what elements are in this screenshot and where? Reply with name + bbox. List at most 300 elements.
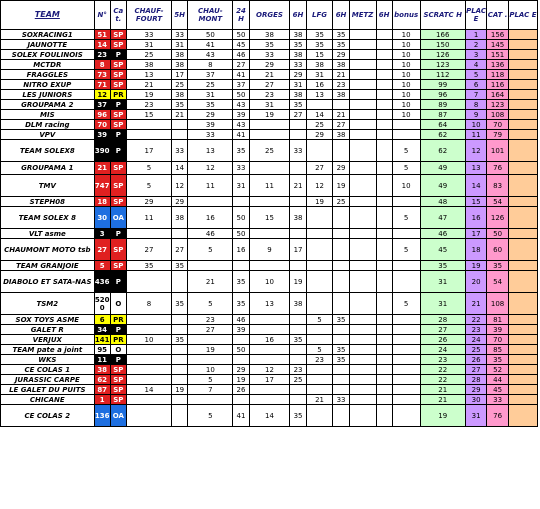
score-cell bbox=[392, 130, 420, 140]
category-score: 39 bbox=[487, 325, 509, 335]
score-cell: 41 bbox=[188, 40, 233, 50]
table-row bbox=[1, 90, 538, 100]
score-cell: 41 bbox=[233, 70, 249, 80]
column-header: 6H bbox=[376, 1, 392, 30]
score-cell bbox=[349, 293, 376, 315]
score-cell: 35 bbox=[333, 40, 349, 50]
score-cell bbox=[126, 130, 171, 140]
score-cell: 14 bbox=[126, 385, 171, 395]
column-header: PLAC E bbox=[508, 1, 537, 30]
score-cell: 25 bbox=[333, 197, 349, 207]
score-cell: 35 bbox=[126, 261, 171, 271]
score-cell bbox=[306, 293, 333, 315]
score-cell bbox=[376, 293, 392, 315]
category-place bbox=[508, 335, 537, 345]
score-cell: 31 bbox=[290, 80, 306, 90]
score-cell bbox=[392, 325, 420, 335]
score-cell bbox=[126, 395, 171, 405]
score-cell bbox=[172, 315, 188, 325]
race-number: 62 bbox=[94, 375, 110, 385]
scratch-score: 112 bbox=[420, 70, 465, 80]
score-cell bbox=[249, 130, 290, 140]
category-score: 70 bbox=[487, 120, 509, 130]
team-name: WKS bbox=[1, 355, 95, 365]
score-cell: 39 bbox=[233, 110, 249, 120]
scratch-place: 17 bbox=[465, 229, 487, 239]
scratch-place: 11 bbox=[465, 130, 487, 140]
score-cell: 5 bbox=[392, 162, 420, 175]
table-row bbox=[1, 315, 538, 325]
scratch-place: 26 bbox=[465, 355, 487, 365]
score-cell: 29 bbox=[126, 197, 171, 207]
category: SP bbox=[110, 70, 126, 80]
column-header: bonus bbox=[392, 1, 420, 30]
score-cell bbox=[349, 395, 376, 405]
score-cell: 50 bbox=[233, 207, 249, 229]
score-cell bbox=[349, 140, 376, 162]
score-cell bbox=[290, 162, 306, 175]
scratch-place: 13 bbox=[465, 162, 487, 175]
category-score: 101 bbox=[487, 140, 509, 162]
score-cell bbox=[290, 229, 306, 239]
score-cell: 43 bbox=[233, 100, 249, 110]
score-cell: 10 bbox=[392, 90, 420, 100]
scratch-place: 19 bbox=[465, 261, 487, 271]
score-cell: 19 bbox=[188, 345, 233, 355]
table-row bbox=[1, 80, 538, 90]
score-cell: 15 bbox=[306, 50, 333, 60]
score-cell: 23 bbox=[333, 80, 349, 90]
score-cell bbox=[249, 162, 290, 175]
score-cell: 38 bbox=[172, 50, 188, 60]
score-cell: 33 bbox=[233, 162, 249, 175]
scratch-place: 8 bbox=[465, 100, 487, 110]
race-number: 71 bbox=[94, 80, 110, 90]
score-cell bbox=[376, 90, 392, 100]
scratch-score: 22 bbox=[420, 365, 465, 375]
score-cell: 38 bbox=[333, 90, 349, 100]
scratch-place: 1 bbox=[465, 30, 487, 40]
scratch-place: 15 bbox=[465, 197, 487, 207]
scratch-place: 9 bbox=[465, 110, 487, 120]
score-cell bbox=[349, 229, 376, 239]
scratch-place: 10 bbox=[465, 120, 487, 130]
score-cell bbox=[126, 229, 171, 239]
score-cell: 35 bbox=[233, 271, 249, 293]
category-score: 35 bbox=[487, 261, 509, 271]
score-cell: 13 bbox=[126, 70, 171, 80]
category-score: 136 bbox=[487, 60, 509, 70]
score-cell: 10 bbox=[188, 365, 233, 375]
column-header: CHAU-MONT bbox=[188, 1, 233, 30]
scratch-place: 21 bbox=[465, 293, 487, 315]
score-cell: 27 bbox=[290, 110, 306, 120]
table-row bbox=[1, 140, 538, 162]
score-cell bbox=[249, 395, 290, 405]
category-place bbox=[508, 261, 537, 271]
score-cell: 5 bbox=[188, 375, 233, 385]
race-number: 51 bbox=[94, 30, 110, 40]
category: PR bbox=[110, 315, 126, 325]
category-place bbox=[508, 120, 537, 130]
category: P bbox=[110, 229, 126, 239]
column-header: Ca t. bbox=[110, 1, 126, 30]
team-name: VERJUX bbox=[1, 335, 95, 345]
score-cell: 27 bbox=[126, 239, 171, 261]
score-cell bbox=[290, 345, 306, 355]
score-cell: 21 bbox=[290, 175, 306, 197]
score-cell: 23 bbox=[188, 315, 233, 325]
scratch-place: 2 bbox=[465, 40, 487, 50]
category-place bbox=[508, 130, 537, 140]
score-cell: 29 bbox=[306, 130, 333, 140]
score-cell: 38 bbox=[290, 293, 306, 315]
score-cell bbox=[333, 140, 349, 162]
score-cell bbox=[349, 355, 376, 365]
score-cell bbox=[349, 175, 376, 197]
scratch-place: 28 bbox=[465, 375, 487, 385]
score-cell bbox=[349, 261, 376, 271]
scratch-score: 166 bbox=[420, 30, 465, 40]
score-cell bbox=[376, 385, 392, 395]
score-cell: 8 bbox=[126, 293, 171, 315]
score-cell: 5 bbox=[126, 175, 171, 197]
category: O bbox=[110, 345, 126, 355]
score-cell bbox=[349, 239, 376, 261]
score-cell bbox=[306, 325, 333, 335]
race-number: 73 bbox=[94, 70, 110, 80]
score-cell bbox=[249, 120, 290, 130]
score-cell bbox=[306, 385, 333, 395]
score-cell: 50 bbox=[233, 90, 249, 100]
score-cell: 33 bbox=[188, 130, 233, 140]
team-name: FRAGGLES bbox=[1, 70, 95, 80]
score-cell bbox=[333, 207, 349, 229]
category-place bbox=[508, 60, 537, 70]
score-cell bbox=[376, 50, 392, 60]
category-score: 123 bbox=[487, 100, 509, 110]
score-cell: 14 bbox=[249, 405, 290, 427]
category-score: 116 bbox=[487, 80, 509, 90]
table-row bbox=[1, 197, 538, 207]
score-cell bbox=[188, 355, 233, 365]
team-name: GROUPAMA 2 bbox=[1, 100, 95, 110]
score-cell: 25 bbox=[172, 80, 188, 90]
score-cell: 19 bbox=[290, 271, 306, 293]
team-name: TSM2 bbox=[1, 293, 95, 315]
category-place bbox=[508, 271, 537, 293]
table-row bbox=[1, 130, 538, 140]
race-number: 30 bbox=[94, 207, 110, 229]
score-cell bbox=[349, 162, 376, 175]
column-header: LFG bbox=[306, 1, 333, 30]
team-name: TEAM pate a joint bbox=[1, 345, 95, 355]
score-cell bbox=[306, 140, 333, 162]
score-cell bbox=[233, 335, 249, 345]
team-name: LE GALET DU PUITS bbox=[1, 385, 95, 395]
scratch-place: 22 bbox=[465, 315, 487, 325]
score-cell: 10 bbox=[126, 335, 171, 345]
score-cell bbox=[392, 375, 420, 385]
score-cell: 21 bbox=[172, 110, 188, 120]
category: SP bbox=[110, 197, 126, 207]
scratch-score: 35 bbox=[420, 261, 465, 271]
score-cell: 38 bbox=[172, 90, 188, 100]
score-cell: 5 bbox=[392, 239, 420, 261]
score-cell bbox=[376, 261, 392, 271]
race-number: 18 bbox=[94, 197, 110, 207]
scratch-place: 20 bbox=[465, 271, 487, 293]
score-cell bbox=[172, 229, 188, 239]
table-row bbox=[1, 365, 538, 375]
score-cell: 29 bbox=[333, 162, 349, 175]
score-cell: 25 bbox=[306, 120, 333, 130]
category-place bbox=[508, 385, 537, 395]
score-cell bbox=[306, 239, 333, 261]
score-cell bbox=[290, 197, 306, 207]
category: SP bbox=[110, 40, 126, 50]
score-cell bbox=[349, 90, 376, 100]
scratch-place: 18 bbox=[465, 239, 487, 261]
score-cell: 13 bbox=[249, 293, 290, 315]
team-name: CE COLAS 1 bbox=[1, 365, 95, 375]
category-place bbox=[508, 197, 537, 207]
scratch-place: 25 bbox=[465, 345, 487, 355]
score-cell: 12 bbox=[306, 175, 333, 197]
team-name: JAUNOTTE bbox=[1, 40, 95, 50]
score-cell: 41 bbox=[233, 130, 249, 140]
score-cell bbox=[290, 355, 306, 365]
score-cell: 21 bbox=[249, 70, 290, 80]
score-cell bbox=[376, 120, 392, 130]
category: P bbox=[110, 271, 126, 293]
score-cell bbox=[233, 261, 249, 271]
category-score: 126 bbox=[487, 207, 509, 229]
race-number: 39 bbox=[94, 130, 110, 140]
score-cell: 35 bbox=[233, 140, 249, 162]
score-cell: 29 bbox=[333, 50, 349, 60]
score-cell bbox=[349, 110, 376, 120]
score-cell bbox=[392, 405, 420, 427]
score-cell bbox=[349, 207, 376, 229]
race-number: 37 bbox=[94, 100, 110, 110]
score-cell bbox=[249, 229, 290, 239]
category: P bbox=[110, 355, 126, 365]
scratch-score: 150 bbox=[420, 40, 465, 50]
score-cell: 5 bbox=[188, 405, 233, 427]
score-cell: 35 bbox=[333, 355, 349, 365]
race-number: 436 bbox=[94, 271, 110, 293]
score-cell: 33 bbox=[249, 50, 290, 60]
team-name: VLT asme bbox=[1, 229, 95, 239]
score-cell bbox=[172, 345, 188, 355]
score-cell bbox=[392, 229, 420, 239]
scratch-place: 27 bbox=[465, 365, 487, 375]
team-name: TMV bbox=[1, 175, 95, 197]
race-number: 27 bbox=[94, 239, 110, 261]
score-cell: 10 bbox=[392, 80, 420, 90]
scratch-place: 7 bbox=[465, 90, 487, 100]
category-place bbox=[508, 315, 537, 325]
score-cell: 35 bbox=[188, 100, 233, 110]
scratch-score: 45 bbox=[420, 239, 465, 261]
category: SP bbox=[110, 162, 126, 175]
score-cell: 37 bbox=[188, 70, 233, 80]
score-cell bbox=[188, 197, 233, 207]
score-cell: 50 bbox=[188, 30, 233, 40]
score-cell: 35 bbox=[333, 30, 349, 40]
category-place bbox=[508, 50, 537, 60]
score-cell bbox=[188, 395, 233, 405]
score-cell bbox=[349, 100, 376, 110]
score-cell: 10 bbox=[392, 70, 420, 80]
score-cell bbox=[306, 207, 333, 229]
score-cell: 12 bbox=[172, 175, 188, 197]
category: P bbox=[110, 130, 126, 140]
score-cell bbox=[376, 100, 392, 110]
score-cell bbox=[376, 271, 392, 293]
category: P bbox=[110, 325, 126, 335]
score-cell: 31 bbox=[306, 70, 333, 80]
score-cell: 41 bbox=[233, 405, 249, 427]
category-place bbox=[508, 162, 537, 175]
score-cell bbox=[376, 207, 392, 229]
score-cell: 16 bbox=[188, 207, 233, 229]
team-name: GALET R bbox=[1, 325, 95, 335]
score-cell bbox=[333, 385, 349, 395]
score-cell: 39 bbox=[188, 120, 233, 130]
score-cell bbox=[376, 335, 392, 345]
score-cell: 10 bbox=[392, 175, 420, 197]
table-row bbox=[1, 207, 538, 229]
category-place bbox=[508, 325, 537, 335]
score-cell bbox=[376, 239, 392, 261]
category: SP bbox=[110, 60, 126, 70]
race-number: 1 bbox=[94, 395, 110, 405]
scratch-score: 26 bbox=[420, 335, 465, 345]
category: SP bbox=[110, 385, 126, 395]
header-row bbox=[1, 1, 538, 30]
score-cell bbox=[376, 197, 392, 207]
score-cell: 19 bbox=[249, 110, 290, 120]
scratch-place: 3 bbox=[465, 50, 487, 60]
score-cell: 50 bbox=[233, 30, 249, 40]
score-cell: 21 bbox=[333, 70, 349, 80]
race-number: 5200 bbox=[94, 293, 110, 315]
score-cell: 19 bbox=[126, 90, 171, 100]
scratch-place: 4 bbox=[465, 60, 487, 70]
category-place bbox=[508, 207, 537, 229]
table-row bbox=[1, 110, 538, 120]
score-cell bbox=[290, 120, 306, 130]
score-cell bbox=[349, 385, 376, 395]
scratch-score: 96 bbox=[420, 90, 465, 100]
score-cell: 15 bbox=[126, 110, 171, 120]
score-cell: 43 bbox=[233, 120, 249, 130]
scratch-place: 31 bbox=[465, 405, 487, 427]
column-header: PLAC E bbox=[465, 1, 487, 30]
category-score: 151 bbox=[487, 50, 509, 60]
category-place bbox=[508, 345, 537, 355]
score-cell: 35 bbox=[290, 405, 306, 427]
category-score: 118 bbox=[487, 70, 509, 80]
score-cell: 35 bbox=[249, 40, 290, 50]
team-name: LES JUNIORS bbox=[1, 90, 95, 100]
score-cell: 38 bbox=[249, 30, 290, 40]
scratch-score: 123 bbox=[420, 60, 465, 70]
score-cell: 38 bbox=[333, 130, 349, 140]
score-cell bbox=[290, 315, 306, 325]
column-header: 5H bbox=[172, 1, 188, 30]
score-cell: 38 bbox=[126, 60, 171, 70]
table-row bbox=[1, 385, 538, 395]
category: OA bbox=[110, 207, 126, 229]
score-cell: 12 bbox=[188, 162, 233, 175]
race-number: 87 bbox=[94, 385, 110, 395]
score-cell: 15 bbox=[249, 207, 290, 229]
scratch-score: 27 bbox=[420, 325, 465, 335]
score-cell: 11 bbox=[249, 175, 290, 197]
table-row bbox=[1, 271, 538, 293]
race-number: 3 bbox=[94, 229, 110, 239]
score-cell: 21 bbox=[306, 395, 333, 405]
score-cell bbox=[376, 30, 392, 40]
category-score: 44 bbox=[487, 375, 509, 385]
team-name: DLM racing bbox=[1, 120, 95, 130]
scratch-score: 87 bbox=[420, 110, 465, 120]
team-name: MIS bbox=[1, 110, 95, 120]
score-cell bbox=[333, 100, 349, 110]
score-cell: 29 bbox=[188, 110, 233, 120]
score-cell: 11 bbox=[126, 207, 171, 229]
score-cell: 27 bbox=[333, 120, 349, 130]
score-cell: 10 bbox=[392, 30, 420, 40]
score-cell: 21 bbox=[126, 80, 171, 90]
score-cell: 46 bbox=[233, 50, 249, 60]
score-cell: 31 bbox=[249, 100, 290, 110]
category-place bbox=[508, 229, 537, 239]
score-cell bbox=[126, 375, 171, 385]
scratch-score: 62 bbox=[420, 140, 465, 162]
table-row bbox=[1, 30, 538, 40]
category-score: 54 bbox=[487, 271, 509, 293]
race-number: 23 bbox=[94, 50, 110, 60]
table-row bbox=[1, 162, 538, 175]
score-cell bbox=[349, 325, 376, 335]
category: PR bbox=[110, 335, 126, 345]
score-cell bbox=[376, 80, 392, 90]
race-number: 12 bbox=[94, 90, 110, 100]
score-cell bbox=[126, 271, 171, 293]
score-cell bbox=[126, 120, 171, 130]
table-row bbox=[1, 261, 538, 271]
race-number: 136 bbox=[94, 405, 110, 427]
score-cell bbox=[376, 229, 392, 239]
category: SP bbox=[110, 395, 126, 405]
score-cell: 38 bbox=[172, 207, 188, 229]
score-cell bbox=[126, 405, 171, 427]
score-cell bbox=[376, 365, 392, 375]
score-cell bbox=[349, 60, 376, 70]
score-cell bbox=[172, 271, 188, 293]
scratch-score: 89 bbox=[420, 100, 465, 110]
score-cell: 19 bbox=[333, 175, 349, 197]
score-cell bbox=[376, 40, 392, 50]
category-score: 156 bbox=[487, 30, 509, 40]
score-cell: 31 bbox=[188, 90, 233, 100]
score-cell bbox=[349, 315, 376, 325]
category-score: 85 bbox=[487, 345, 509, 355]
